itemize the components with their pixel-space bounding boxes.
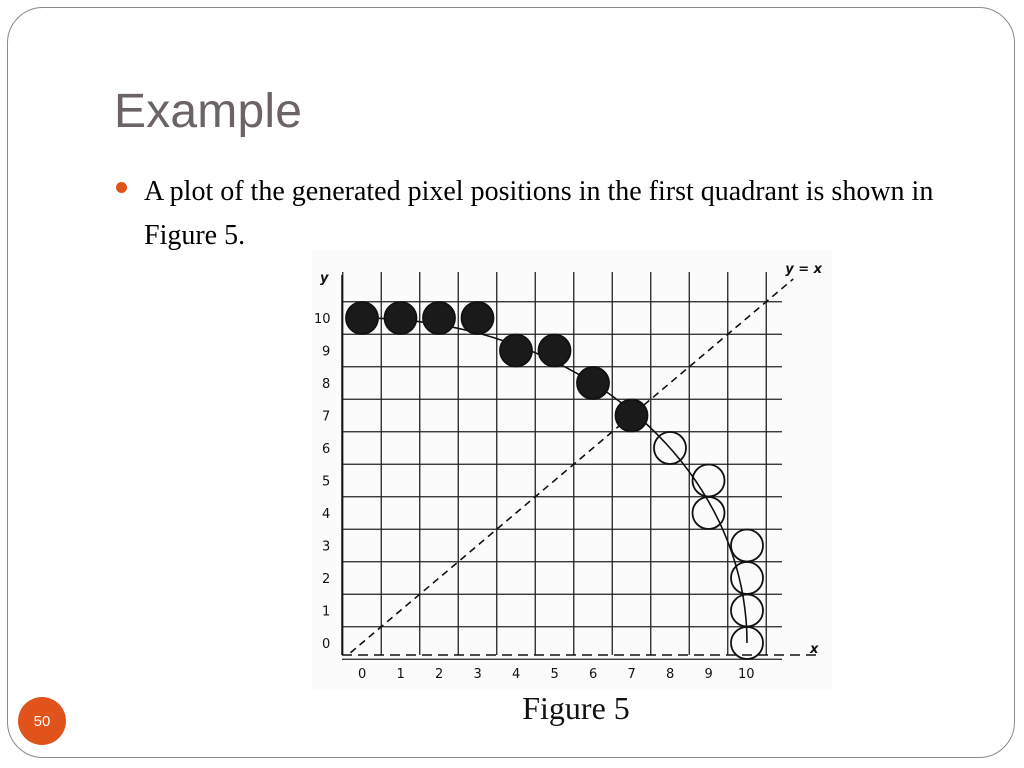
x-tick-label: 8 [666, 667, 675, 682]
y-axis-label: y [320, 271, 329, 286]
plotted-pixel-solid [423, 302, 455, 334]
page-number-badge: 50 [18, 697, 66, 745]
x-tick-label: 3 [473, 667, 482, 682]
x-tick-label: 6 [589, 667, 598, 682]
figure-5 [312, 250, 832, 690]
x-tick-label: 4 [512, 667, 521, 682]
plotted-pixel-solid [346, 302, 378, 334]
plotted-pixel-solid [539, 335, 571, 367]
plotted-pixel-hollow [693, 465, 725, 497]
plotted-pixel-solid [462, 302, 494, 334]
y-tick-label: 8 [322, 377, 331, 392]
y-tick-label: 5 [322, 474, 331, 490]
bullet-text: A plot of the generated pixel positions in the first quadrant is shown in Figure 5. [144, 176, 934, 251]
plotted-pixel-hollow [731, 530, 763, 562]
y-tick-label: 6 [322, 442, 331, 457]
x-tick-label: 9 [704, 667, 713, 682]
x-tick-label: 1 [396, 667, 405, 682]
plotted-pixel-solid [577, 367, 609, 399]
circle-plot [312, 250, 832, 690]
reference-line-label: y = x [785, 262, 823, 277]
y-tick-label: 10 [314, 312, 331, 327]
x-tick-label: 2 [435, 667, 444, 682]
y-tick-label: 3 [322, 539, 331, 555]
plotted-pixel-hollow [731, 595, 763, 627]
x-tick-label: 5 [550, 667, 559, 682]
figure-caption: Figure 5 [522, 690, 630, 726]
x-tick-label: 7 [627, 667, 636, 682]
plotted-pixel-solid [385, 302, 417, 334]
reference-line-y-equals-x [350, 279, 793, 653]
slide-title: Example [114, 85, 303, 138]
y-tick-label: 1 [322, 604, 331, 620]
x-tick-label: 0 [358, 667, 367, 682]
bullet-dot [116, 182, 127, 193]
x-axis-label: x [810, 642, 819, 657]
plotted-pixel-solid [500, 335, 532, 367]
y-tick-label: 4 [322, 507, 331, 522]
y-tick-label: 2 [322, 572, 331, 587]
y-tick-label: 0 [322, 637, 331, 652]
x-tick-label: 10 [738, 667, 755, 682]
y-tick-label: 7 [322, 409, 331, 425]
y-tick-label: 9 [322, 344, 331, 360]
plotted-pixel-hollow [731, 562, 763, 594]
plotted-pixel-solid [616, 400, 648, 432]
